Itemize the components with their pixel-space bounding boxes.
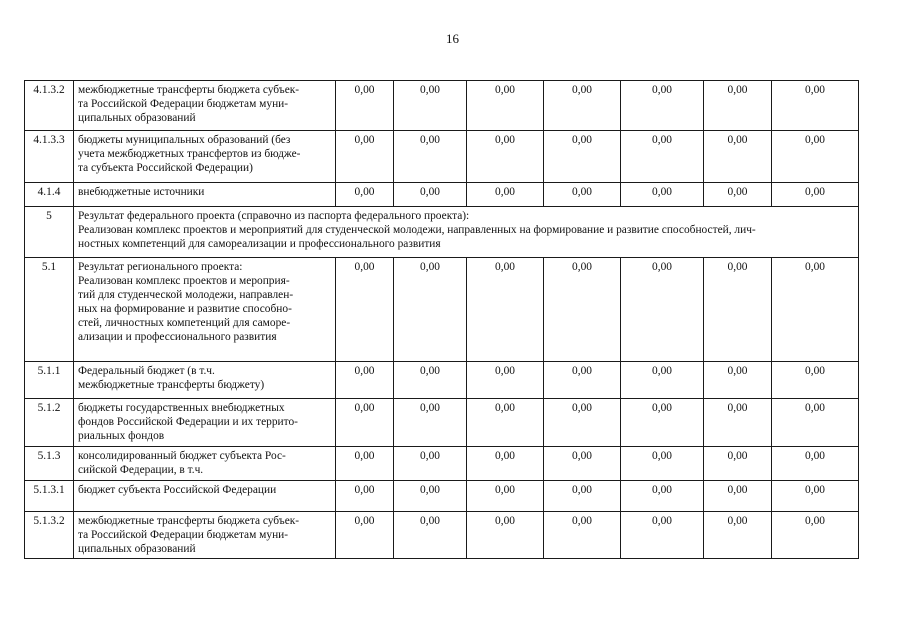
value-cell: 0,00 — [772, 131, 859, 183]
row-code: 5 — [25, 207, 74, 258]
value-cell: 0,00 — [621, 480, 704, 511]
value-cell: 0,00 — [772, 183, 859, 207]
table-row — [25, 399, 859, 447]
value-cell: 0,00 — [621, 399, 704, 447]
row-description — [74, 362, 336, 399]
row-code: 5.1.3.2 — [25, 511, 74, 559]
value-cell: 0,00 — [336, 183, 394, 207]
table-row — [25, 131, 859, 183]
value-cell: 0,00 — [772, 511, 859, 559]
value-cell: 0,00 — [621, 511, 704, 559]
value-cell: 0,00 — [336, 258, 394, 362]
value-cell: 0,00 — [544, 362, 621, 399]
value-cell: 0,00 — [467, 183, 544, 207]
value-cell: 0,00 — [467, 480, 544, 511]
value-cell: 0,00 — [394, 81, 467, 131]
description-line: Федеральный бюджет (в т.ч. — [78, 365, 215, 377]
value-cell: 0,00 — [467, 258, 544, 362]
value-cell: 0,00 — [704, 446, 772, 480]
row-description — [74, 399, 336, 447]
description-line: бюджеты государственных внебюджетных — [78, 402, 285, 414]
description-line: та Российской Федерации бюджетам муни- — [78, 97, 289, 110]
value-cell: 0,00 — [336, 81, 394, 131]
description-line: бюджеты муниципальных образований (без — [78, 134, 291, 146]
description-line: Реализован комплекс проектов и мероприятий для студенческой молодежи, направленных на формирование и развитие способностей, лич- — [78, 223, 756, 236]
value-cell: 0,00 — [544, 511, 621, 559]
row-description — [74, 480, 336, 511]
description-line: та субъекта Российской Федерации) — [78, 161, 253, 174]
section-description — [74, 207, 859, 258]
value-cell: 0,00 — [772, 81, 859, 131]
value-cell: 0,00 — [394, 399, 467, 447]
value-cell: 0,00 — [467, 131, 544, 183]
description-line: ципальных образований — [78, 111, 196, 124]
table-row — [25, 446, 859, 480]
row-code: 4.1.3.2 — [25, 81, 74, 131]
value-cell: 0,00 — [544, 81, 621, 131]
row-description — [74, 511, 336, 559]
value-cell: 0,00 — [544, 480, 621, 511]
value-cell: 0,00 — [336, 399, 394, 447]
value-cell: 0,00 — [704, 131, 772, 183]
description-line: внебюджетные источники — [78, 186, 205, 198]
value-cell: 0,00 — [621, 183, 704, 207]
value-cell: 0,00 — [467, 399, 544, 447]
value-cell: 0,00 — [704, 183, 772, 207]
description-line: Реализован комплекс проектов и мероприя- — [78, 274, 290, 287]
value-cell: 0,00 — [336, 131, 394, 183]
value-cell: 0,00 — [772, 399, 859, 447]
value-cell: 0,00 — [544, 131, 621, 183]
value-cell: 0,00 — [772, 480, 859, 511]
page-number: 16 — [446, 31, 459, 46]
description-line: ципальных образований — [78, 542, 196, 555]
value-cell: 0,00 — [772, 258, 859, 362]
row-description — [74, 81, 336, 131]
description-line: фондов Российской Федерации и их террито- — [78, 415, 298, 428]
value-cell: 0,00 — [704, 81, 772, 131]
value-cell: 0,00 — [394, 183, 467, 207]
description-line: ализации и профессионального развития — [78, 330, 277, 343]
budget-table-body — [25, 81, 859, 559]
table-row — [25, 183, 859, 207]
value-cell: 0,00 — [772, 446, 859, 480]
value-cell: 0,00 — [467, 81, 544, 131]
table-row — [25, 258, 859, 362]
description-line: межбюджетные трансферты бюджету) — [78, 378, 265, 391]
value-cell: 0,00 — [336, 511, 394, 559]
value-cell: 0,00 — [704, 399, 772, 447]
table-row — [25, 511, 859, 559]
value-cell: 0,00 — [544, 258, 621, 362]
description-line: учета межбюджетных трансфертов из бюдже- — [78, 147, 301, 160]
description-line: Результат федерального проекта (справочно из паспорта федерального проекта): — [78, 210, 470, 222]
value-cell: 0,00 — [394, 258, 467, 362]
budget-table — [24, 80, 859, 559]
value-cell: 0,00 — [394, 480, 467, 511]
value-cell: 0,00 — [621, 131, 704, 183]
description-line: бюджет субъекта Российской Федерации — [78, 483, 277, 496]
description-line: межбюджетные трансферты бюджета субъек- — [78, 84, 300, 96]
table-row — [25, 480, 859, 511]
description-line: межбюджетные трансферты бюджета субъек- — [78, 514, 300, 527]
table-row-section — [25, 207, 859, 258]
value-cell: 0,00 — [772, 362, 859, 399]
row-code: 5.1.3 — [25, 446, 74, 480]
table-row — [25, 362, 859, 399]
value-cell: 0,00 — [621, 362, 704, 399]
value-cell: 0,00 — [336, 480, 394, 511]
value-cell: 0,00 — [544, 183, 621, 207]
value-cell: 0,00 — [394, 511, 467, 559]
description-line: сийской Федерации, в т.ч. — [78, 463, 204, 476]
row-code: 5.1 — [25, 258, 74, 362]
value-cell: 0,00 — [621, 446, 704, 480]
description-line: риальных фондов — [78, 429, 165, 442]
value-cell: 0,00 — [467, 362, 544, 399]
row-code: 5.1.2 — [25, 399, 74, 447]
row-description — [74, 183, 336, 207]
value-cell: 0,00 — [467, 446, 544, 480]
description-line: тий для студенческой молодежи, направлен- — [78, 288, 294, 301]
row-description — [74, 258, 336, 362]
row-description — [74, 446, 336, 480]
description-line: стей, личностных компетенций для саморе- — [78, 316, 291, 329]
description-line: консолидированный бюджет субъекта Рос- — [78, 449, 286, 462]
value-cell: 0,00 — [336, 362, 394, 399]
value-cell: 0,00 — [621, 81, 704, 131]
row-code: 5.1.3.1 — [25, 480, 74, 511]
description-line: ностных компетенций для самореализации и профессионального развития — [78, 237, 441, 250]
value-cell: 0,00 — [704, 258, 772, 362]
value-cell: 0,00 — [394, 362, 467, 399]
row-code: 4.1.4 — [25, 183, 74, 207]
value-cell: 0,00 — [544, 399, 621, 447]
value-cell: 0,00 — [621, 258, 704, 362]
value-cell: 0,00 — [544, 446, 621, 480]
value-cell: 0,00 — [394, 131, 467, 183]
value-cell: 0,00 — [704, 362, 772, 399]
description-line: Результат регионального проекта: — [78, 261, 243, 273]
value-cell: 0,00 — [704, 480, 772, 511]
value-cell: 0,00 — [704, 511, 772, 559]
description-line: ных на формирование и развитие способно- — [78, 302, 292, 315]
value-cell: 0,00 — [394, 446, 467, 480]
row-code: 5.1.1 — [25, 362, 74, 399]
value-cell: 0,00 — [467, 511, 544, 559]
row-description — [74, 131, 336, 183]
value-cell: 0,00 — [336, 446, 394, 480]
description-line: та Российской Федерации бюджетам муни- — [78, 528, 289, 541]
row-code: 4.1.3.3 — [25, 131, 74, 183]
table-row — [25, 81, 859, 131]
